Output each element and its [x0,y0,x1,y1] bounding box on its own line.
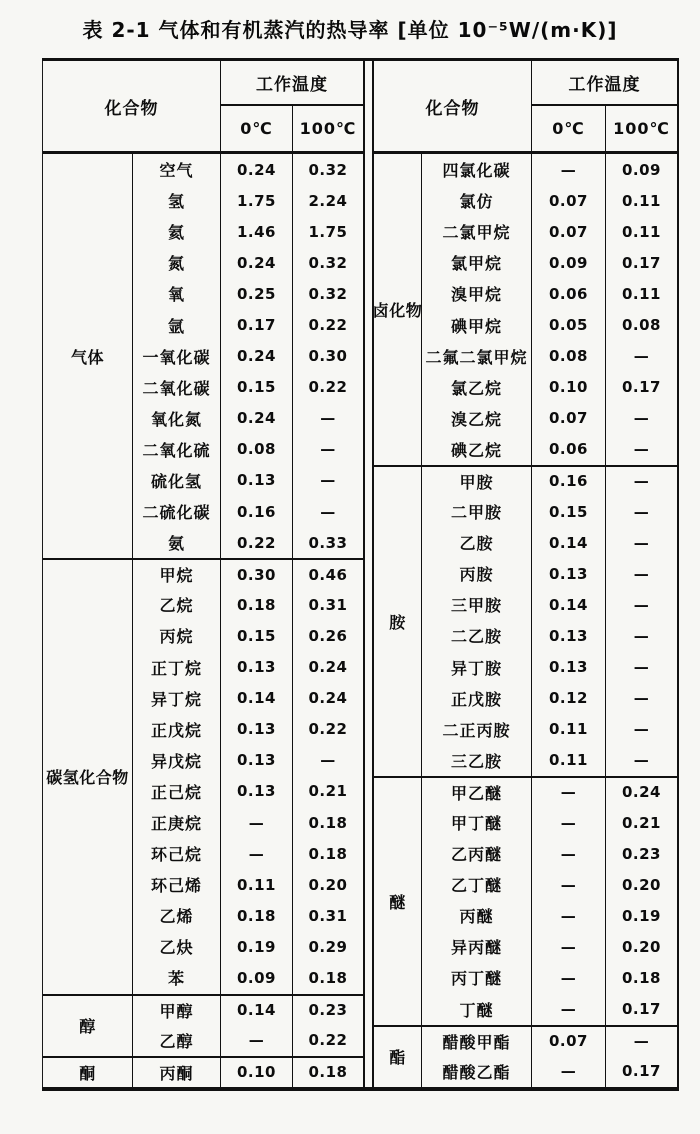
value-100c-cell: 0.32 [308,284,348,303]
compound-name-cell: 乙炔 [133,931,221,962]
value-100c-cell: 0.18 [308,813,348,832]
value-0c-cell: 0.15 [221,372,293,403]
value-100c-cell: — [633,533,650,552]
value-100c-cell: 0.29 [308,937,348,956]
compound-name-cell: 丙醚 [422,900,532,931]
value-0c-cell: 1.75 [221,185,293,216]
value-100c-cell: — [633,440,650,459]
value-0c-cell: 0.25 [221,278,293,309]
value-100c-cell: 2.24 [308,191,348,210]
value-0c-cell: 0.07 [532,216,606,247]
compound-name-cell: 二甲胺 [422,496,532,527]
value-100c-cell: 0.32 [308,160,348,179]
compound-name-cell: 碘甲烷 [422,309,532,340]
compound-name-cell: 氩 [133,309,221,340]
value-0c-cell: 0.12 [532,683,606,714]
value-0c-cell: 0.18 [221,589,293,620]
value-0c-cell: 0.15 [532,496,606,527]
temp-100c-header: 100℃ [613,119,670,138]
right-table [372,61,679,1087]
value-100c-cell: 0.18 [308,968,348,987]
table-title-text: 表 2-1 气体和有机蒸汽的热导率 [单位 10⁻⁵W/(m·K)] [82,18,618,42]
value-0c-cell: 0.07 [532,185,606,216]
compound-name-cell: 二硫化碳 [133,496,221,527]
value-0c-cell: 1.46 [221,216,293,247]
value-100c-cell: — [633,720,650,739]
right-table-header [374,61,677,154]
compound-name-cell: 二氯甲烷 [422,216,532,247]
value-0c-cell: 0.14 [532,589,606,620]
compound-name-cell: 乙烷 [133,589,221,620]
category-cell: 碳氢化合物 [43,558,133,993]
value-100c-cell: — [633,564,650,583]
value-0c-cell: — [532,962,606,993]
compound-name-cell: 丁醚 [422,994,532,1025]
value-100c-cell: 0.22 [308,1031,348,1050]
value-100c-cell: — [606,465,677,496]
value-100c-cell: 0.09 [621,160,661,179]
compound-header: 化合物 [43,61,221,151]
value-0c-cell: 0.10 [221,1056,293,1087]
value-100c-cell: 0.33 [308,533,348,552]
value-0c-cell: 0.14 [221,994,293,1025]
value-0c-cell: — [532,154,606,185]
value-100c-cell: 0.17 [621,253,661,272]
compound-name-cell: 正戊烷 [133,714,221,745]
compound-name-cell: 乙胺 [422,527,532,558]
compound-name-cell: 环己烷 [133,838,221,869]
value-0c-cell: 0.07 [532,403,606,434]
compound-name-cell: 异丙醚 [422,931,532,962]
value-100c-cell: 0.22 [308,316,348,335]
value-0c-cell: 0.13 [532,652,606,683]
compound-name-cell: 甲乙醚 [422,776,532,807]
value-100c-cell: 0.31 [308,595,348,614]
value-0c-cell: 0.24 [221,154,293,185]
compound-name-cell: 空气 [133,154,221,185]
compound-name-cell: 正己烷 [133,776,221,807]
compound-name-cell: 甲烷 [133,558,221,589]
value-0c-cell: 0.17 [221,309,293,340]
compound-name-cell: 丙丁醚 [422,962,532,993]
compound-name-cell: 醋酸乙酯 [422,1056,532,1087]
compound-name-cell: 二乙胺 [422,620,532,651]
left-table [42,61,365,1087]
value-100c-cell: — [633,595,650,614]
value-100c-cell: 0.32 [308,253,348,272]
value-100c-cell: — [320,409,336,428]
value-100c-cell: — [320,751,336,770]
value-0c-cell: 0.13 [221,465,293,496]
compound-name-cell: 醋酸甲酯 [422,1025,532,1056]
compound-name-cell: 氯乙烷 [422,372,532,403]
value-0c-cell: 0.10 [532,372,606,403]
value-100c-cell: 0.24 [308,658,348,677]
value-0c-cell: 0.24 [221,247,293,278]
value-0c-cell: 0.09 [221,962,293,993]
compound-name-cell: 乙丙醚 [422,838,532,869]
value-0c-cell: 0.07 [532,1025,606,1056]
value-100c-cell: — [633,347,650,366]
compound-header: 化合物 [374,61,532,151]
value-0c-cell: — [532,900,606,931]
value-0c-cell: 0.08 [532,341,606,372]
value-0c-cell: 0.15 [221,620,293,651]
compound-name-cell: 氮 [133,247,221,278]
working-temp-header: 工作温度 [221,61,363,106]
compound-name-cell: 三乙胺 [422,745,532,776]
category-cell: 酮 [43,1056,133,1087]
left-table-header [43,61,363,154]
compound-name-cell: 二氧化硫 [133,434,221,465]
value-100c-cell: — [633,658,650,677]
compound-name-cell: 异丁烷 [133,683,221,714]
value-0c-cell: 0.18 [221,900,293,931]
compound-name-cell: 氯甲烷 [422,247,532,278]
value-100c-cell: — [320,502,336,521]
value-100c-cell: 0.17 [621,1062,661,1081]
compound-name-cell: 氢 [133,185,221,216]
value-0c-cell: 0.22 [221,527,293,558]
compound-name-cell: 溴乙烷 [422,403,532,434]
value-100c-cell: 0.30 [308,347,348,366]
value-100c-cell: 0.20 [621,937,661,956]
value-100c-cell: — [606,1025,677,1056]
compound-name-cell: 苯 [133,962,221,993]
value-100c-cell: 0.23 [293,994,363,1025]
compound-name-cell: 丙烷 [133,620,221,651]
compound-name-cell: 氧 [133,278,221,309]
value-100c-cell: 0.21 [621,813,661,832]
value-100c-cell: 0.22 [308,378,348,397]
value-100c-cell: — [633,409,650,428]
category-cell: 卤化物 [374,154,422,465]
value-100c-cell: 0.21 [308,782,348,801]
value-100c-cell: 0.22 [308,720,348,739]
value-0c-cell: 0.11 [221,869,293,900]
value-0c-cell: 0.13 [221,652,293,683]
value-0c-cell: 0.19 [221,931,293,962]
value-0c-cell: — [532,994,606,1025]
compound-name-cell: 三甲胺 [422,589,532,620]
value-0c-cell: 0.13 [532,620,606,651]
value-100c-cell: 0.11 [621,222,661,241]
compound-name-cell: 异丁胺 [422,652,532,683]
compound-name-cell: 乙醇 [133,1025,221,1056]
compound-name-cell: 一氧化碳 [133,341,221,372]
value-0c-cell: — [221,838,293,869]
compound-name-cell: 氦 [133,216,221,247]
value-0c-cell: 0.13 [221,776,293,807]
value-100c-cell: 0.31 [308,906,348,925]
value-0c-cell: 0.08 [221,434,293,465]
compound-name-cell: 甲丁醚 [422,807,532,838]
value-0c-cell: 0.09 [532,247,606,278]
value-0c-cell: 0.16 [221,496,293,527]
value-100c-cell: — [633,689,650,708]
compound-name-cell: 氧化氮 [133,403,221,434]
value-0c-cell: — [532,1056,606,1087]
value-100c-cell: 0.24 [308,689,348,708]
value-100c-cell: 0.18 [621,968,661,987]
value-0c-cell: — [532,838,606,869]
compound-name-cell: 甲胺 [422,465,532,496]
value-0c-cell: 0.24 [221,403,293,434]
category-cell: 酯 [374,1025,422,1087]
temp-100c-header: 100℃ [299,119,357,138]
category-cell: 胺 [374,465,422,776]
compound-name-cell: 乙丁醚 [422,869,532,900]
value-0c-cell: — [532,776,606,807]
value-0c-cell: 0.13 [221,745,293,776]
right-table-body [374,154,677,1087]
compound-name-cell: 环己烯 [133,869,221,900]
value-100c-cell: — [633,626,650,645]
category-cell: 醚 [374,776,422,1025]
value-0c-cell: 0.14 [532,527,606,558]
value-0c-cell: 0.14 [221,683,293,714]
value-100c-cell: 0.46 [293,558,363,589]
value-100c-cell: 0.08 [621,316,661,335]
value-100c-cell: 0.18 [293,1056,363,1087]
value-100c-cell: 0.17 [621,1000,661,1019]
thermal-conductivity-table [42,58,679,1091]
value-0c-cell: — [532,807,606,838]
value-0c-cell: — [532,931,606,962]
compound-name-cell: 丙酮 [133,1056,221,1087]
value-100c-cell: 0.17 [621,378,661,397]
value-0c-cell: 0.06 [532,434,606,465]
compound-name-cell: 四氯化碳 [422,154,532,185]
value-0c-cell: — [221,807,293,838]
value-0c-cell: — [221,1025,293,1056]
value-100c-cell: 0.20 [621,875,661,894]
value-0c-cell: 0.06 [532,278,606,309]
table-middle-divider [365,61,372,1087]
value-0c-cell: — [532,869,606,900]
compound-name-cell: 丙胺 [422,558,532,589]
compound-name-cell: 溴甲烷 [422,278,532,309]
compound-name-cell: 正戊胺 [422,683,532,714]
temp-0c-header: 0℃ [532,106,606,151]
value-0c-cell: 0.13 [221,714,293,745]
value-0c-cell: 0.11 [532,714,606,745]
value-0c-cell: 0.24 [221,341,293,372]
compound-name-cell: 甲醇 [133,994,221,1025]
value-100c-cell: 0.20 [308,875,348,894]
left-table-body [43,154,363,1087]
compound-name-cell: 正丁烷 [133,652,221,683]
compound-name-cell: 氯仿 [422,185,532,216]
value-100c-cell: — [633,751,650,770]
compound-name-cell: 硫化氢 [133,465,221,496]
value-100c-cell: 0.24 [606,776,677,807]
compound-name-cell: 二正丙胺 [422,714,532,745]
compound-name-cell: 异戊烷 [133,745,221,776]
compound-name-cell: 碘乙烷 [422,434,532,465]
value-100c-cell: 0.11 [621,191,661,210]
temp-0c-header: 0℃ [221,106,293,151]
value-0c-cell: 0.13 [532,558,606,589]
page-title [0,14,700,43]
working-temp-header: 工作温度 [532,61,677,106]
category-cell: 气体 [43,154,133,558]
compound-name-cell: 二氧化碳 [133,372,221,403]
value-100c-cell: 0.19 [621,906,661,925]
compound-name-cell: 正庚烷 [133,807,221,838]
value-100c-cell: 0.23 [621,844,661,863]
category-cell: 醇 [43,994,133,1056]
value-0c-cell: 0.16 [532,465,606,496]
value-100c-cell: — [320,471,336,490]
value-100c-cell: — [633,502,650,521]
value-100c-cell: 0.18 [308,844,348,863]
value-100c-cell: 0.26 [308,626,348,645]
value-0c-cell: 0.05 [532,309,606,340]
compound-name-cell: 氨 [133,527,221,558]
value-100c-cell: — [320,440,336,459]
value-100c-cell: 0.11 [621,284,661,303]
compound-name-cell: 乙烯 [133,900,221,931]
value-0c-cell: 0.30 [221,558,293,589]
value-0c-cell: 0.11 [532,745,606,776]
compound-name-cell: 二氟二氯甲烷 [422,341,532,372]
value-100c-cell: 1.75 [308,222,348,241]
